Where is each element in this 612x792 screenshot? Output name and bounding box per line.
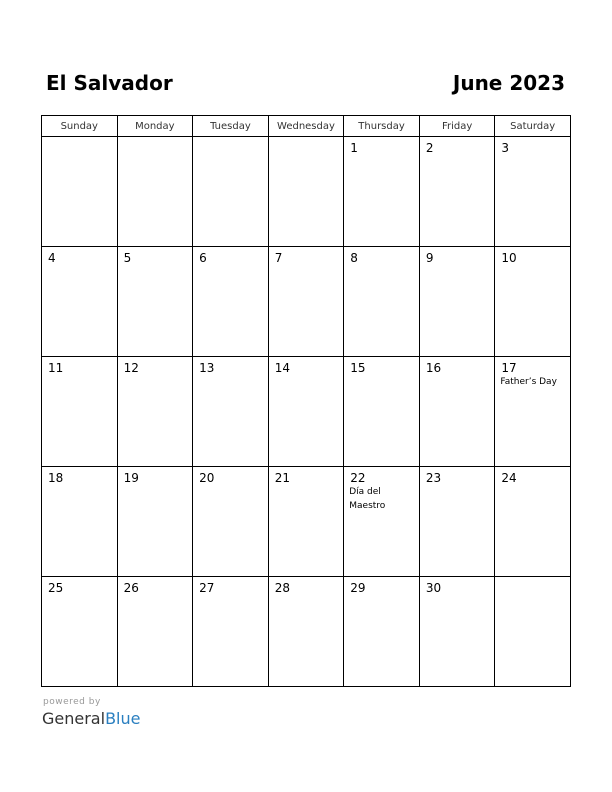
day-cell <box>117 357 193 467</box>
day-number <box>495 577 570 581</box>
weekday-header-row <box>42 116 571 137</box>
day-number: 4 <box>48 251 56 265</box>
holiday-label: Día del Maestro <box>349 487 386 511</box>
day-cell <box>193 247 269 357</box>
generalblue-logo <box>42 709 140 729</box>
day-cell <box>268 467 344 577</box>
day-number <box>118 137 193 141</box>
day-number: 26 <box>123 581 139 595</box>
day-cell <box>193 357 269 467</box>
week-row <box>42 577 571 687</box>
day-number: 30 <box>425 581 442 595</box>
day-cell <box>42 467 118 577</box>
day-cell <box>117 577 193 687</box>
powered-by-text: powered by <box>43 697 101 707</box>
day-cell <box>419 137 495 247</box>
day-cell <box>344 467 420 577</box>
day-number: 20 <box>199 471 215 485</box>
day-cell <box>419 247 495 357</box>
brand-general-text: General <box>42 709 106 728</box>
day-number: 10 <box>501 251 517 265</box>
day-number: 25 <box>48 581 64 595</box>
day-number: 1 <box>350 141 358 155</box>
day-cell <box>495 467 571 577</box>
day-cell <box>42 577 118 687</box>
day-number: 2 <box>425 141 434 155</box>
week-row <box>42 137 571 247</box>
week-row <box>42 467 571 577</box>
day-cell <box>117 467 193 577</box>
day-number: 6 <box>199 251 207 265</box>
week-row <box>42 247 571 357</box>
day-number: 11 <box>48 361 64 375</box>
day-cell <box>495 137 571 247</box>
weekday-header-monday: Monday <box>117 116 193 137</box>
day-number: 22 <box>350 471 366 485</box>
day-number: 8 <box>350 251 358 265</box>
day-number: 24 <box>501 471 517 485</box>
day-number: 27 <box>199 581 215 595</box>
day-number: 7 <box>274 251 283 265</box>
day-number: 29 <box>350 581 366 595</box>
country-title: El Salvador <box>46 71 173 95</box>
day-cell <box>419 577 495 687</box>
day-number: 18 <box>48 471 64 485</box>
day-number <box>269 137 344 141</box>
day-cell <box>268 247 344 357</box>
brand-blue-text: Blue <box>105 709 141 728</box>
weekday-header-friday: Friday <box>419 116 495 137</box>
day-cell <box>193 577 269 687</box>
day-number: 13 <box>199 361 215 375</box>
day-number <box>193 137 268 141</box>
day-cell <box>268 577 344 687</box>
day-cell <box>193 137 269 247</box>
day-cell <box>344 357 420 467</box>
day-cell <box>419 467 495 577</box>
day-cell <box>117 247 193 357</box>
day-number: 16 <box>425 361 442 375</box>
day-number: 14 <box>274 361 290 375</box>
month-year-title: June 2023 <box>452 71 565 95</box>
calendar-body <box>42 137 571 687</box>
day-cell <box>495 247 571 357</box>
calendar-grid <box>41 115 571 687</box>
weekday-header-thursday: Thursday <box>344 116 420 137</box>
day-number: 21 <box>274 471 290 485</box>
day-cell <box>344 137 420 247</box>
day-number: 9 <box>425 251 434 265</box>
day-cell <box>268 137 344 247</box>
day-cell <box>42 247 118 357</box>
day-cell <box>117 137 193 247</box>
week-row <box>42 357 571 467</box>
holiday-label: Father’s Day <box>500 377 557 387</box>
day-number <box>42 137 117 141</box>
weekday-header-wednesday: Wednesday <box>268 116 344 137</box>
day-number: 23 <box>425 471 442 485</box>
day-number: 3 <box>501 141 510 155</box>
weekday-header-tuesday: Tuesday <box>193 116 269 137</box>
day-cell <box>344 247 420 357</box>
day-number: 12 <box>123 361 139 375</box>
day-number: 15 <box>350 361 366 375</box>
weekday-header-sunday: Sunday <box>42 116 118 137</box>
day-cell <box>193 467 269 577</box>
day-number: 5 <box>123 251 132 265</box>
day-cell <box>419 357 495 467</box>
day-cell <box>495 357 571 467</box>
day-number: 17 <box>501 361 517 375</box>
weekday-header-saturday: Saturday <box>495 116 571 137</box>
day-cell <box>268 357 344 467</box>
day-cell <box>344 577 420 687</box>
day-cell <box>42 357 118 467</box>
day-cell <box>495 577 571 687</box>
day-number: 28 <box>274 581 290 595</box>
day-number: 19 <box>123 471 139 485</box>
day-cell <box>42 137 118 247</box>
